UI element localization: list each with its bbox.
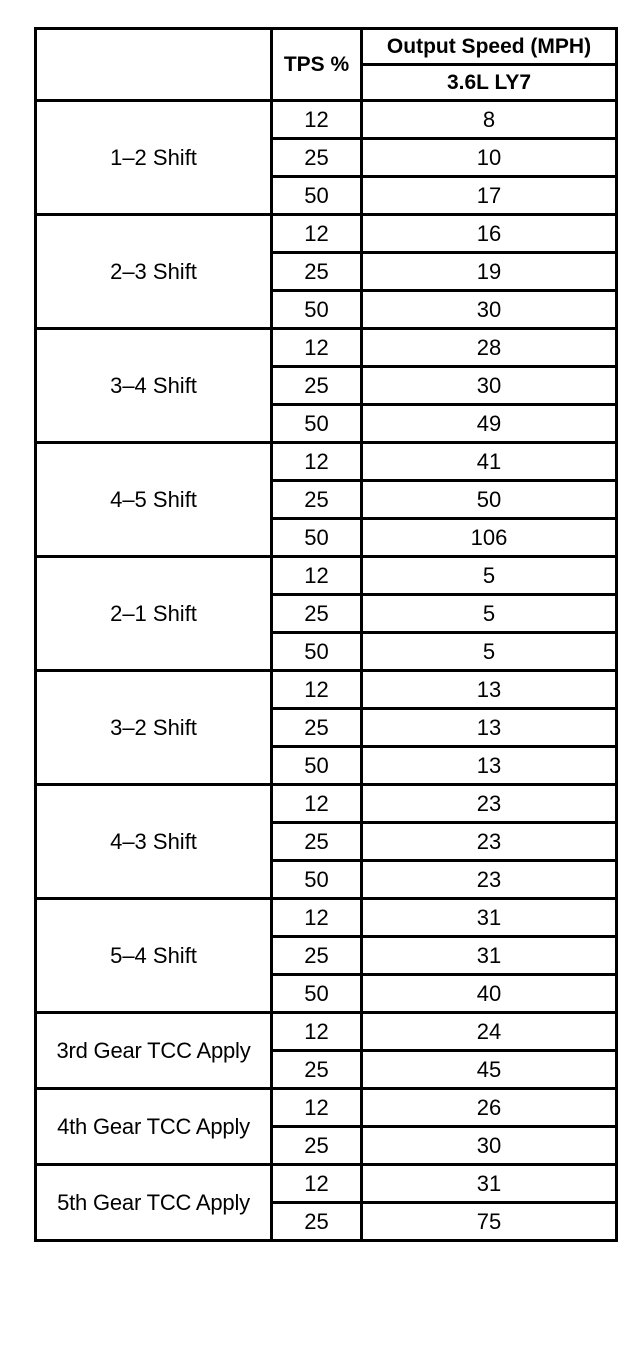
tps-value: 50 bbox=[272, 405, 362, 443]
tps-value: 25 bbox=[272, 367, 362, 405]
tps-value: 12 bbox=[272, 1165, 362, 1203]
tps-value: 50 bbox=[272, 747, 362, 785]
shift-label: 1–2 Shift bbox=[36, 101, 272, 215]
output-speed-value: 31 bbox=[362, 937, 617, 975]
tps-value: 25 bbox=[272, 823, 362, 861]
output-speed-value: 23 bbox=[362, 861, 617, 899]
table-row bbox=[36, 671, 617, 709]
tps-value: 12 bbox=[272, 671, 362, 709]
tps-header: TPS % bbox=[272, 29, 362, 101]
output-speed-header: Output Speed (MPH) bbox=[362, 29, 617, 65]
output-speed-value: 17 bbox=[362, 177, 617, 215]
table-row bbox=[36, 443, 617, 481]
output-speed-value: 26 bbox=[362, 1089, 617, 1127]
tps-value: 50 bbox=[272, 975, 362, 1013]
output-speed-value: 24 bbox=[362, 1013, 617, 1051]
table-body bbox=[36, 101, 617, 1241]
shift-label: 4–3 Shift bbox=[36, 785, 272, 899]
table-row bbox=[36, 1013, 617, 1051]
tps-value: 12 bbox=[272, 785, 362, 823]
shift-label: 3–2 Shift bbox=[36, 671, 272, 785]
output-speed-value: 50 bbox=[362, 481, 617, 519]
output-speed-value: 23 bbox=[362, 823, 617, 861]
output-speed-value: 23 bbox=[362, 785, 617, 823]
tps-value: 12 bbox=[272, 1013, 362, 1051]
tps-value: 50 bbox=[272, 633, 362, 671]
output-speed-value: 41 bbox=[362, 443, 617, 481]
output-speed-value: 10 bbox=[362, 139, 617, 177]
tps-value: 50 bbox=[272, 177, 362, 215]
output-speed-value: 5 bbox=[362, 633, 617, 671]
tps-value: 25 bbox=[272, 595, 362, 633]
shift-label: 2–3 Shift bbox=[36, 215, 272, 329]
table-row bbox=[36, 215, 617, 253]
tps-value: 12 bbox=[272, 215, 362, 253]
shift-label: 3–4 Shift bbox=[36, 329, 272, 443]
tps-value: 50 bbox=[272, 861, 362, 899]
output-speed-value: 13 bbox=[362, 709, 617, 747]
tps-value: 12 bbox=[272, 329, 362, 367]
output-speed-value: 19 bbox=[362, 253, 617, 291]
shift-label: 5th Gear TCC Apply bbox=[36, 1165, 272, 1241]
output-speed-value: 28 bbox=[362, 329, 617, 367]
output-speed-value: 31 bbox=[362, 899, 617, 937]
table-row bbox=[36, 899, 617, 937]
tps-value: 25 bbox=[272, 709, 362, 747]
output-speed-value: 8 bbox=[362, 101, 617, 139]
tps-value: 25 bbox=[272, 1203, 362, 1241]
output-speed-value: 16 bbox=[362, 215, 617, 253]
shift-label: 5–4 Shift bbox=[36, 899, 272, 1013]
output-speed-value: 5 bbox=[362, 595, 617, 633]
table-row bbox=[36, 1165, 617, 1203]
output-speed-value: 75 bbox=[362, 1203, 617, 1241]
tps-value: 25 bbox=[272, 1051, 362, 1089]
output-speed-value: 5 bbox=[362, 557, 617, 595]
shift-header-blank bbox=[36, 29, 272, 101]
engine-header: 3.6L LY7 bbox=[362, 65, 617, 101]
output-speed-value: 31 bbox=[362, 1165, 617, 1203]
table-row bbox=[36, 1089, 617, 1127]
output-speed-value: 13 bbox=[362, 671, 617, 709]
table-row bbox=[36, 329, 617, 367]
tps-value: 12 bbox=[272, 101, 362, 139]
output-speed-value: 49 bbox=[362, 405, 617, 443]
table-row bbox=[36, 785, 617, 823]
tps-value: 25 bbox=[272, 481, 362, 519]
tps-value: 25 bbox=[272, 1127, 362, 1165]
tps-value: 50 bbox=[272, 291, 362, 329]
table-row bbox=[36, 557, 617, 595]
tps-value: 25 bbox=[272, 937, 362, 975]
output-speed-value: 40 bbox=[362, 975, 617, 1013]
shift-label: 4–5 Shift bbox=[36, 443, 272, 557]
tps-value: 12 bbox=[272, 557, 362, 595]
tps-value: 25 bbox=[272, 139, 362, 177]
shift-speed-table bbox=[34, 27, 618, 1242]
output-speed-value: 30 bbox=[362, 1127, 617, 1165]
shift-label: 2–1 Shift bbox=[36, 557, 272, 671]
tps-value: 25 bbox=[272, 253, 362, 291]
table-row bbox=[36, 101, 617, 139]
output-speed-value: 45 bbox=[362, 1051, 617, 1089]
shift-label: 4th Gear TCC Apply bbox=[36, 1089, 272, 1165]
tps-value: 12 bbox=[272, 899, 362, 937]
output-speed-value: 30 bbox=[362, 291, 617, 329]
tps-value: 12 bbox=[272, 443, 362, 481]
output-speed-value: 13 bbox=[362, 747, 617, 785]
tps-value: 12 bbox=[272, 1089, 362, 1127]
output-speed-value: 106 bbox=[362, 519, 617, 557]
tps-value: 50 bbox=[272, 519, 362, 557]
shift-label: 3rd Gear TCC Apply bbox=[36, 1013, 272, 1089]
output-speed-value: 30 bbox=[362, 367, 617, 405]
